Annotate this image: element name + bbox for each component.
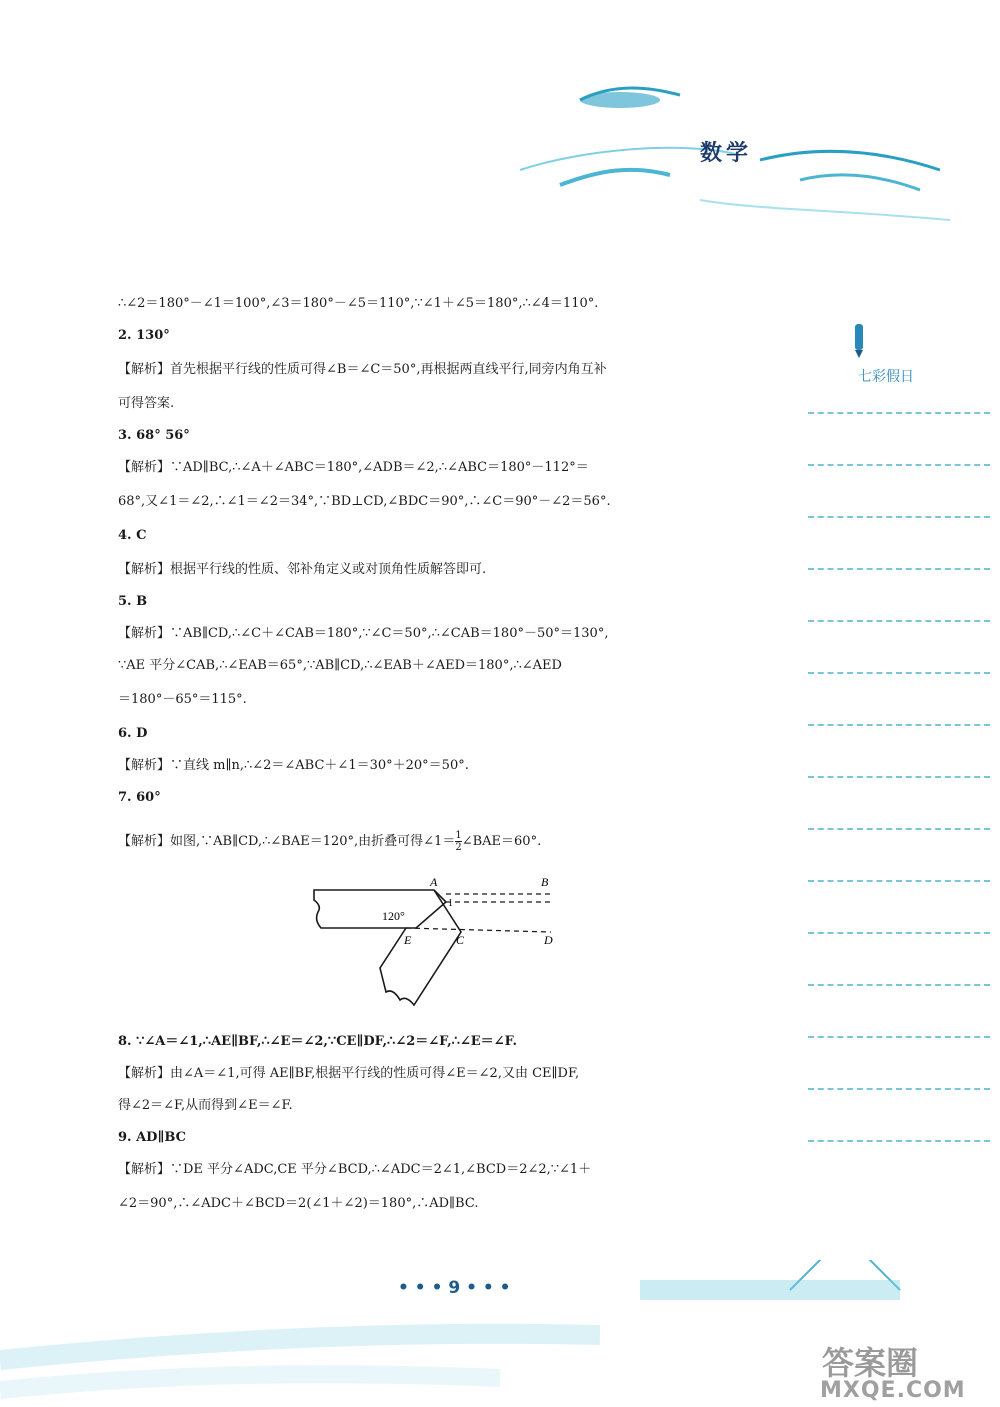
label-c: C <box>456 933 465 947</box>
label-e: E <box>404 933 412 947</box>
answer-7: 7. 60° <box>118 790 161 805</box>
answer-9: 9. AD∥BC <box>118 1130 186 1145</box>
analysis-5-line-1: 【解析】∵AB∥CD,∴∠C＋∠CAB＝180°,∵∠C＝50°,∴∠CAB＝180°－50°＝130°, <box>118 626 609 641</box>
fraction: $\frac{1}{2}$ <box>455 830 462 853</box>
analysis-7-after: ∠BAE＝60°. <box>461 834 542 849</box>
header-title: 数学 <box>700 141 753 166</box>
analysis-7 <box>118 830 758 853</box>
text-line: ∴∠2＝180°－∠1＝100°,∠3＝180°－∠5＝110°,∵∠1＋∠5＝180°,∴∠4＝110°. <box>118 296 599 311</box>
analysis-2-line-2: 可得答案. <box>118 396 175 411</box>
label-b: B <box>541 875 549 889</box>
answer-2: 2. 130° <box>118 328 170 343</box>
pen-icon <box>848 322 870 362</box>
analysis-9-line-1: 【解析】∵DE 平分∠ADC,CE 平分∠BCD,∴∠ADC＝2∠1,∠BCD＝2∠2,∵∠1＋ <box>118 1162 592 1177</box>
label-a: A <box>430 875 438 889</box>
analysis-3-line-1: 【解析】∵AD∥BC,∴∠A＋∠ABC＝180°,∠ADB＝∠2,∴∠ABC＝180°－112°＝ <box>118 460 589 475</box>
watermark-brand: 答案圈 <box>822 1344 919 1382</box>
answer-6: 6. D <box>118 726 148 741</box>
answer-3: 3. 68° 56° <box>118 428 190 443</box>
label-d: D <box>544 933 553 947</box>
answer-5: 5. B <box>118 594 148 609</box>
analysis-8-line-2: 得∠2＝∠F,从而得到∠E＝∠F. <box>118 1098 293 1113</box>
answer-4: 4. C <box>118 528 147 543</box>
analysis-2-line-1: 【解析】首先根据平行线的性质可得∠B＝∠C＝50°,再根据两直线平行,同旁内角互补 <box>118 362 607 377</box>
watermark-url: MXQE.COM <box>820 1378 966 1403</box>
page-number: • • • 9 • • • <box>398 1278 511 1298</box>
label-1: 1 <box>448 898 453 909</box>
analysis-4: 【解析】根据平行线的性质、邻补角定义或对顶角性质解答即可. <box>118 562 487 577</box>
analysis-7-before: 【解析】如图,∵AB∥CD,∴∠BAE＝120°,由折叠可得∠1＝ <box>118 834 456 849</box>
sidebar-label: 七彩假日 <box>858 369 914 385</box>
analysis-5-line-3: ＝180°－65°＝115°. <box>118 692 247 707</box>
answer-8: 8. ∵∠A＝∠1,∴AE∥BF,∴∠E＝∠2,∵CE∥DF,∴∠2＝∠F,∴∠E＝∠F. <box>118 1034 518 1049</box>
label-120: 120° <box>382 909 405 923</box>
analysis-9-line-2: ∠2＝90°,∴∠ADC＋∠BCD＝2(∠1＋∠2)＝180°,∴AD∥BC. <box>118 1196 479 1211</box>
analysis-3-line-2: 68°,又∠1＝∠2,∴∠1＝∠2＝34°,∵BD⊥CD,∠BDC＝90°,∴∠C＝90°－∠2＝56°. <box>118 494 611 509</box>
analysis-6: 【解析】∵直线 m∥n,∴∠2＝∠ABC＋∠1＝30°＋20°＝50°. <box>118 758 469 773</box>
fold-figure <box>296 870 576 1010</box>
analysis-8-line-1: 【解析】由∠A＝∠1,可得 AE∥BF,根据平行线的性质可得∠E＝∠2,又由 CE∥DF, <box>118 1066 580 1081</box>
analysis-5-line-2: ∵AE 平分∠CAB,∴∠EAB＝65°,∵AB∥CD,∴∠EAB＋∠AED＝180°,∴∠AED <box>118 658 562 673</box>
